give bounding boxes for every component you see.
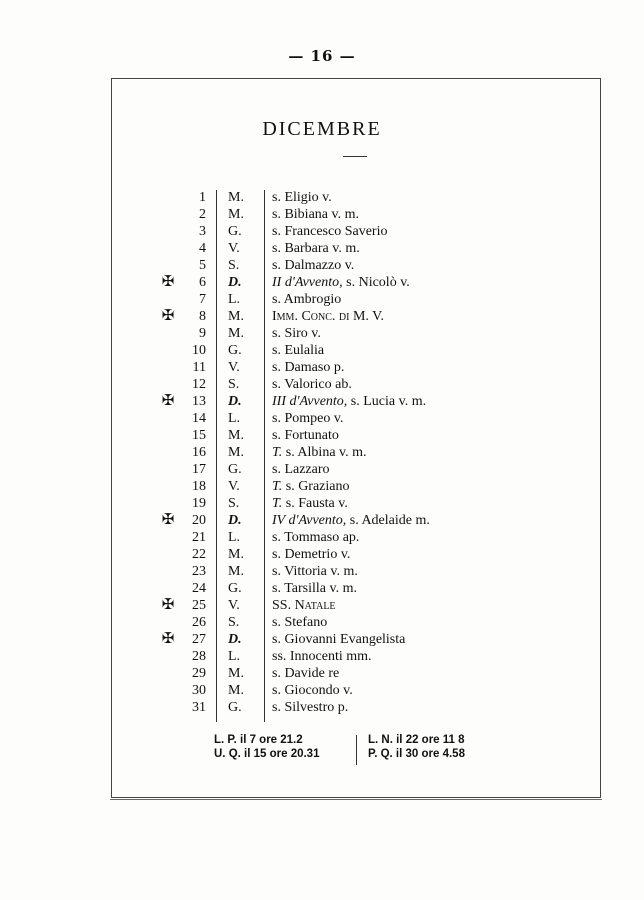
weekday-letter: M. [228,666,244,681]
day-number: 12 [192,377,206,392]
feast-italic: III d'Avvento, [272,394,348,409]
calendar-row [158,308,558,325]
saint-name [272,648,372,665]
weekday-letter: M. [228,207,244,222]
saint-text: s. Giovanni Evangelista [272,632,406,647]
saint-text: s. Fortunato [272,428,339,443]
feast-italic: T. [272,496,283,511]
calendar-row [158,257,558,274]
calendar-row [158,325,558,342]
weekday-letter: M. [228,564,244,579]
weekday-letter: G. [228,224,242,239]
weekday-letter: S. [228,496,240,511]
saint-name [272,257,354,274]
day-number: 13 [192,394,206,409]
calendar-row [158,274,558,291]
title-rule [343,156,367,157]
cross-icon: ✠ [161,597,175,613]
calendar-row [158,444,558,461]
calendar-row [158,410,558,427]
day-number: 5 [199,258,206,273]
saint-name [272,597,336,614]
saint-name [272,223,387,240]
saint-name [272,699,348,716]
day-number: 19 [192,496,206,511]
calendar-row [158,376,558,393]
day-number: 8 [199,309,206,324]
weekday-letter: L. [228,292,241,307]
saint-name [272,512,430,529]
day-number: 4 [199,241,206,256]
day-number: 24 [192,581,206,596]
weekday-letter: L. [228,649,241,664]
saint-text: s. Demetrio v. [272,547,351,562]
calendar-row [158,189,558,206]
weekday-letter: G. [228,700,242,715]
calendar-row [158,223,558,240]
weekday-letter: L. [228,530,241,545]
saint-text: s. Lucia v. m. [347,394,427,409]
calendar-row [158,478,558,495]
day-number: 14 [192,411,206,426]
saint-text: s. Siro v. [272,326,321,341]
saint-name [272,206,359,223]
cross-icon: ✠ [161,274,175,290]
saint-text: s. Eligio v. [272,190,332,205]
day-number: 30 [192,683,206,698]
calendar-row [158,461,558,478]
saint-name [272,665,339,682]
weekday-letter: S. [228,258,240,273]
saint-text: s. Albina v. m. [282,445,367,460]
saint-name [272,631,405,648]
day-number: 28 [192,649,206,664]
cross-icon: ✠ [161,631,175,647]
saint-text: s. Fausta v. [282,496,348,511]
day-number: 22 [192,547,206,562]
feast-italic: T. [272,445,283,460]
calendar-row [158,546,558,563]
calendar-row [158,291,558,308]
weekday-letter: M. [228,326,244,341]
weekday-letter: G. [228,462,242,477]
weekday-letter: D. [228,513,242,528]
calendar-row [158,682,558,699]
saint-name [272,274,410,291]
day-number: 31 [192,700,206,715]
saint-name [272,189,332,206]
calendar-list [158,189,558,716]
calendar-row [158,393,558,410]
calendar-row [158,648,558,665]
day-number: 27 [192,632,206,647]
day-number: 29 [192,666,206,681]
saint-text: s. Francesco Saverio [272,224,388,239]
calendar-row [158,580,558,597]
saint-text: s. Graziano [282,479,350,494]
weekday-letter: V. [228,241,240,256]
weekday-letter: V. [228,360,240,375]
last-quarter-text: U. Q. il 15 ore 20.31 [214,748,320,760]
saint-text: s. Ambrogio [272,292,342,307]
cross-icon: ✠ [161,308,175,324]
day-number: 3 [199,224,206,239]
new-moon-text: L. N. il 22 ore 11 8 [368,734,465,746]
weekday-letter: M. [228,309,244,324]
saint-name [272,308,384,325]
feast-italic: IV d'Avvento, [272,513,347,528]
weekday-letter: V. [228,479,240,494]
saint-name [272,393,426,410]
saint-name [272,376,352,393]
day-number: 18 [192,479,206,494]
day-number: 6 [199,275,206,290]
saint-text: Imm. Conc. di M. V. [272,309,384,324]
calendar-row [158,563,558,580]
saint-text: s. Lazzaro [272,462,330,477]
day-number: 20 [192,513,206,528]
day-number: 10 [192,343,206,358]
day-number: 21 [192,530,206,545]
saint-text: s. Tarsilla v. m. [272,581,357,596]
saint-name [272,461,330,478]
day-number: 15 [192,428,206,443]
weekday-letter: M. [228,683,244,698]
saint-text: s. Giocondo v. [272,683,353,698]
calendar-row [158,427,558,444]
day-number: 26 [192,615,206,630]
calendar-row [158,597,558,614]
saint-name [272,580,357,597]
first-quarter-text: P. Q. il 30 ore 4.58 [368,748,465,760]
calendar-row [158,240,558,257]
day-number: 16 [192,445,206,460]
saint-name [272,478,350,495]
calendar-row [158,529,558,546]
saint-name [272,546,350,563]
weekday-letter: M. [228,445,244,460]
saint-text: s. Stefano [272,615,328,630]
calendar-row [158,359,558,376]
saint-text: s. Pompeo v. [272,411,344,426]
phase-divider [356,735,357,765]
saint-text: s. Adelaide m. [346,513,430,528]
saint-text: s. Valorico ab. [272,377,352,392]
calendar-row [158,512,558,529]
month-title: DICEMBRE [262,118,382,140]
weekday-letter: M. [228,190,244,205]
saint-text: s. Tommaso ap. [272,530,360,545]
calendar-row [158,206,558,223]
weekday-letter: L. [228,411,241,426]
weekday-letter: S. [228,377,240,392]
feast-italic: T. [272,479,283,494]
saint-text: SS. Natale [272,598,336,613]
day-number: 11 [192,360,206,375]
weekday-letter: G. [228,343,242,358]
saint-text: s. Eulalia [272,343,325,358]
saint-name [272,682,353,699]
weekday-letter: M. [228,428,244,443]
saint-name [272,325,321,342]
weekday-letter: V. [228,598,240,613]
calendar-row [158,665,558,682]
day-number: 23 [192,564,206,579]
day-number: 9 [199,326,206,341]
saint-text: s. Davide re [272,666,340,681]
saint-name [272,342,324,359]
saint-name [272,427,339,444]
saint-name [272,291,341,308]
saint-text: s. Dalmazzo v. [272,258,355,273]
weekday-letter: G. [228,581,242,596]
day-number: 17 [192,462,206,477]
saint-text: s. Vittoria v. m. [272,564,358,579]
feast-italic: II d'Avvento, [272,275,343,290]
day-number: 1 [199,190,206,205]
weekday-letter: S. [228,615,240,630]
saint-name [272,240,360,257]
saint-name [272,359,344,376]
weekday-letter: D. [228,632,242,647]
calendar-row [158,614,558,631]
saint-text: s. Bibiana v. m. [272,207,359,222]
calendar-row [158,342,558,359]
saint-name [272,563,358,580]
calendar-row [158,699,558,716]
day-number: 7 [199,292,206,307]
cross-icon: ✠ [161,393,175,409]
saint-text: s. Damaso p. [272,360,345,375]
saint-text: s. Barbara v. m. [272,241,360,256]
full-moon-text: L. P. il 7 ore 21.2 [214,734,303,746]
cross-icon: ✠ [161,512,175,528]
page-number: — 16 — [288,47,356,65]
weekday-letter: D. [228,275,242,290]
saint-name [272,495,348,512]
weekday-letter: D. [228,394,242,409]
calendar-row [158,631,558,648]
weekday-letter: M. [228,547,244,562]
saint-name [272,444,367,461]
saint-text: s. Nicolò v. [342,275,410,290]
saint-name [272,410,343,427]
saint-text: s. Silvestro p. [272,700,349,715]
saint-name [272,614,327,631]
day-number: 25 [192,598,206,613]
day-number: 2 [199,207,206,222]
saint-text: ss. Innocenti mm. [272,649,372,664]
calendar-row [158,495,558,512]
saint-name [272,529,359,546]
